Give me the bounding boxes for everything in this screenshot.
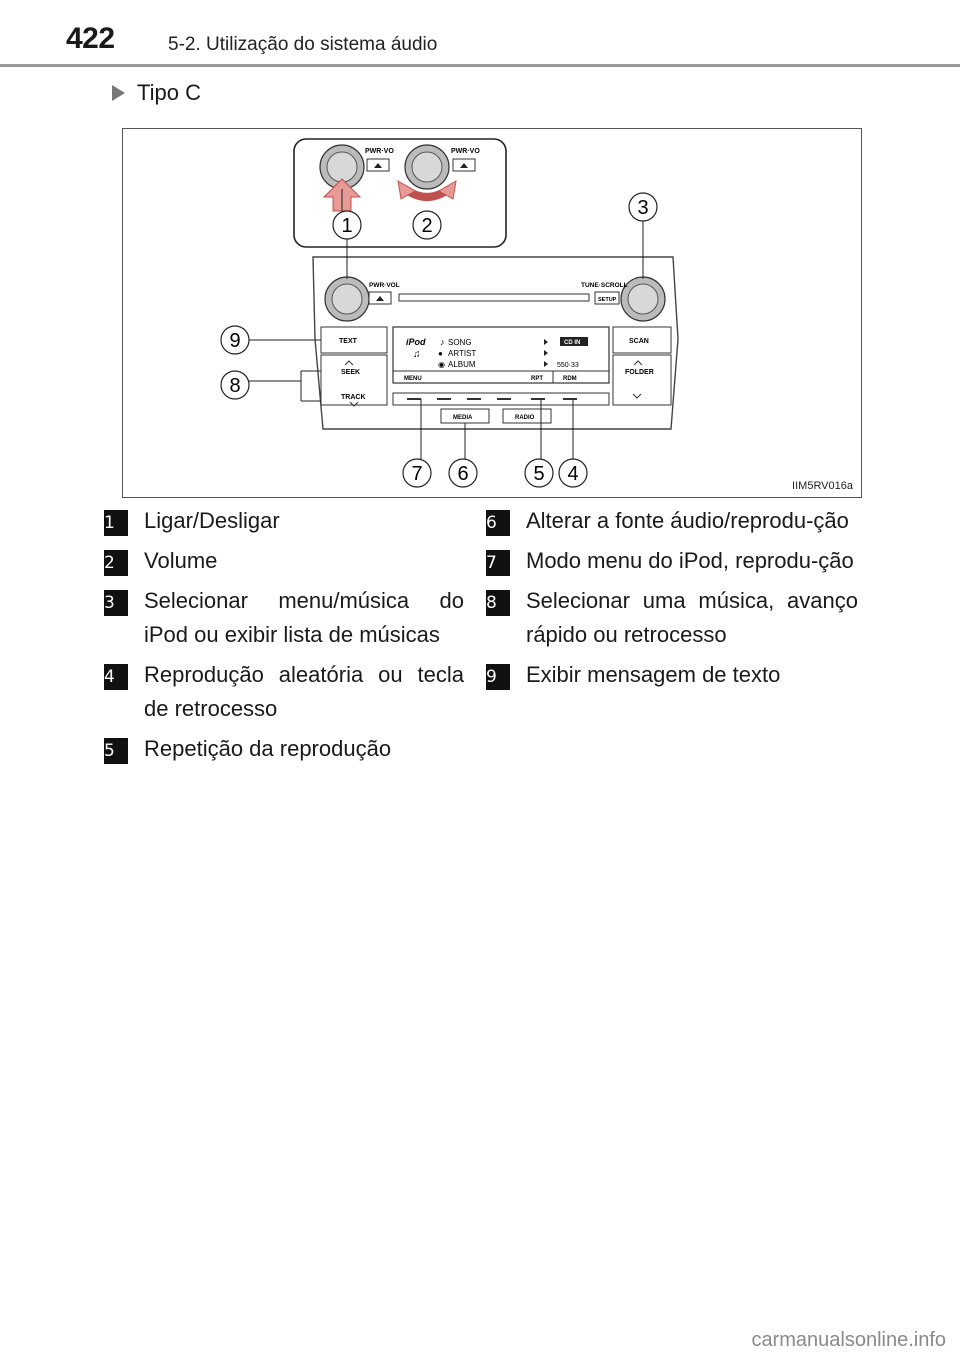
legend-item [104,732,464,766]
display-rdm: RDM [563,376,577,382]
number-badge: 9 [486,664,510,690]
audio-panel-illustration [123,129,863,499]
svg-text:3: 3 [637,197,649,219]
legend-item [486,504,858,538]
tune-scroll-label: TUNE·SCROLL [581,282,628,289]
subheading [112,80,201,106]
legend-text: Repetição da reprodução [144,736,392,761]
watermark: carmanualsonline.info [751,1329,946,1351]
text-label: TEXT [339,338,357,345]
number-badge: 7 [486,550,510,576]
legend-item [104,658,464,726]
svg-text:8: 8 [229,375,241,397]
callout-9 [221,326,249,354]
legend-text: Ligar/Desligar [144,508,280,533]
seek-label: SEEK [341,369,361,376]
display-artist: ARTIST [448,349,477,358]
svg-text:1: 1 [341,215,353,237]
callout-2 [413,211,441,239]
callout-6 [449,459,477,487]
legend-left [104,504,464,772]
folder-label: FOLDER [625,369,654,376]
display-time: 550·33 [557,362,579,369]
music-notes-icon: ♫ [413,349,421,360]
tune-scroll-knob [621,277,665,321]
legend-item [486,584,858,652]
inset-label-2: PWR·VO [451,148,480,155]
legend-text: Volume [144,548,218,573]
legend-item [486,544,858,578]
number-badge: 2 [104,550,128,576]
track-label: TRACK [341,394,366,401]
legend-item [104,544,464,578]
media-label: MEDIA [453,415,473,421]
number-badge: 6 [486,510,510,536]
legend-item [486,658,858,692]
audio-figure [122,128,862,498]
callout-4 [559,459,587,487]
figure-code: IIM5RV016a [792,480,853,492]
legend-text: Selecionar menu/música do iPod ou exibir lista de músicas [144,588,464,647]
legend-item [104,504,464,538]
legend-text: Modo menu do iPod, reprodu-ção [526,548,854,573]
cd-slot [399,294,589,301]
svg-text:6: 6 [457,463,469,485]
display-album: ALBUM [448,360,476,369]
pwr-vol-knob [325,277,369,321]
number-badge: 3 [104,590,128,616]
setup-label: SETUP [598,297,617,303]
disc-icon: ◉ [438,360,445,369]
display-menu: MENU [404,376,422,382]
legend-text: Reprodução aleatória ou tecla de retrocesso [144,662,464,721]
scan-label: SCAN [629,338,649,345]
callout-1 [333,211,361,239]
legend-right [486,504,858,698]
pwr-vol-label: PWR·VOL [369,282,400,289]
legend-item [104,584,464,652]
callout-5 [525,459,553,487]
legend-text: Alterar a fonte áudio/reprodu-ção [526,508,849,533]
svg-text:4: 4 [567,463,579,485]
display-brand: iPod [406,337,426,347]
inset-knob-2 [405,145,449,189]
svg-text:5: 5 [533,463,545,485]
display-rpt: RPT [531,376,543,382]
display-song: SONG [448,338,472,347]
display-screen [393,327,609,383]
person-icon: ● [438,349,443,358]
music-note-icon: ♪ [440,337,445,347]
page-number: 422 [66,22,115,55]
svg-text:9: 9 [229,330,241,352]
number-badge: 1 [104,510,128,536]
legend-text: Selecionar uma música, avanço rápido ou retrocesso [526,588,858,647]
callout-7 [403,459,431,487]
section-title: 5-2. Utilização do sistema áudio [168,34,438,55]
svg-text:2: 2 [421,215,433,237]
radio-label: RADIO [515,415,535,421]
number-badge: 5 [104,738,128,764]
inset-label-1: PWR·VO [365,148,394,155]
triangle-bullet-icon [112,85,125,101]
svg-text:7: 7 [411,463,423,485]
leader-line-8 [249,371,321,401]
header-rule [0,64,960,67]
number-badge: 8 [486,590,510,616]
legend-text: Exibir mensagem de texto [526,662,781,687]
number-badge: 4 [104,664,128,690]
callout-8 [221,371,249,399]
folder-button [613,355,671,405]
cd-in-label: CD IN [564,340,581,346]
subheading-text: Tipo C [137,80,201,105]
callout-3 [629,193,657,221]
